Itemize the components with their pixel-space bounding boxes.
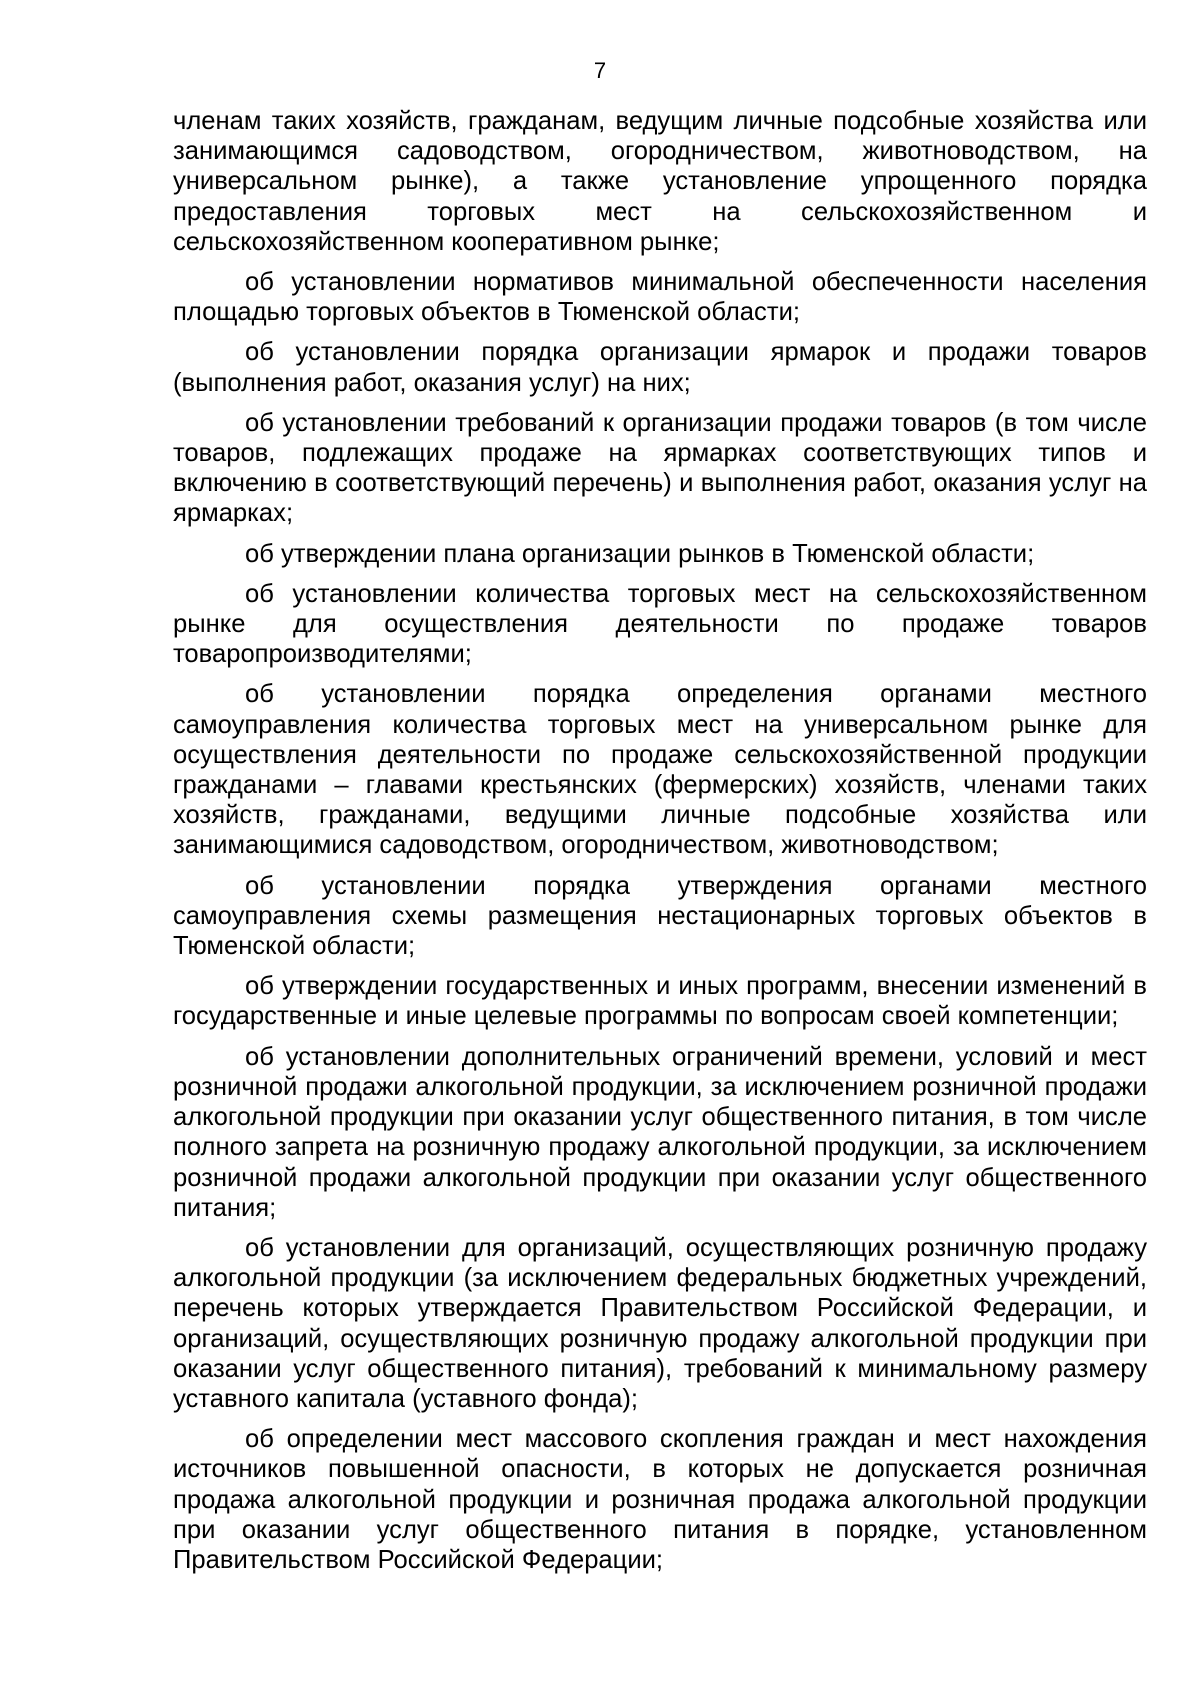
paragraph-alcohol-restrictions: об установлении дополнительных ограничений времени, условий и мест розничной продажи алкогольной продукции, за исключением розничной продажи алкогольной продукции при оказании услуг общественного питания, в том числе полного запрета на розничную продажу алкогольной продукции, за исключением розничной продажи алкогольной продукции при оказании услуг общественного питания;	[173, 1042, 1147, 1222]
paragraph-capital-requirements: об установлении для организаций, осуществляющих розничную продажу алкогольной продукции (за исключением федеральных бюджетных учреждений, перечень которых утверждается Правительством Российской Федерации, и организаций, осуществляющих розничную продажу алкогольной продукции при оказании услуг общественного питания), требований к минимальному размеру уставного капитала (уставного фонда);	[173, 1233, 1147, 1413]
paragraph-trade-area-norms: об установлении нормативов минимальной обеспеченности населения площадью торговых объектов в Тюменской области;	[173, 268, 1147, 327]
paragraph-non-stationary-objects: об установлении порядка утверждения органами местного самоуправления схемы размещения нестационарных торговых объектов в Тюменской области;	[173, 871, 1147, 961]
paragraph-fair-requirements: об установлении требований к организации продажи товаров (в том числе товаров, подлежащих продаже на ярмарках соответствующих типов и включению в соответствующий перечень) и выполнения работ, оказания услуг на ярмарках;	[173, 408, 1147, 528]
paragraph-mass-gathering-places: об определении мест массового скопления граждан и мест нахождения источников повышенной опасности, в которых не допускается розничная продажа алкогольной продукции и розничная продажа алкогольной продукции при оказании услуг общественного питания в порядке, установленном Правительством Российской Федерации;	[173, 1425, 1147, 1574]
paragraph-continued: членам таких хозяйств, гражданам, ведущим личные подсобные хозяйства или занимающимся садоводством, огородничеством, животноводством, на универсальном рынке), а также установление упрощенного порядка предоставления торговых мест на сельскохозяйственном и сельскохозяйственном кооперативном рынке;	[173, 107, 1147, 256]
paragraph-market-plan: об утверждении плана организации рынков в Тюменской области;	[245, 539, 1035, 568]
paragraph-fair-organization: об установлении порядка организации ярмарок и продажи товаров (выполнения работ, оказания услуг) на них;	[173, 338, 1147, 397]
paragraph-universal-market-places: об установлении порядка определения органами местного самоуправления количества торговых мест на универсальном рынке для осуществления деятельности по продаже сельскохозяйственной продукции гражданами – главами крестьянских (фермерских) хозяйств, членами таких хозяйств, гражданами, ведущими личные подсобные хозяйства или занимающимися садоводством, огородничеством, животноводством;	[173, 680, 1147, 860]
document-body	[173, 106, 1147, 1585]
paragraph-programs: об утверждении государственных и иных программ, внесении изменений в государственные и иные целевые программы по вопросам своей компетенции;	[173, 972, 1147, 1031]
page-number: 7	[593, 58, 607, 83]
paragraph-agricultural-market-places: об установлении количества торговых мест на сельскохозяйственном рынке для осуществления деятельности по продаже товаров товаропроизводителями;	[173, 579, 1147, 669]
